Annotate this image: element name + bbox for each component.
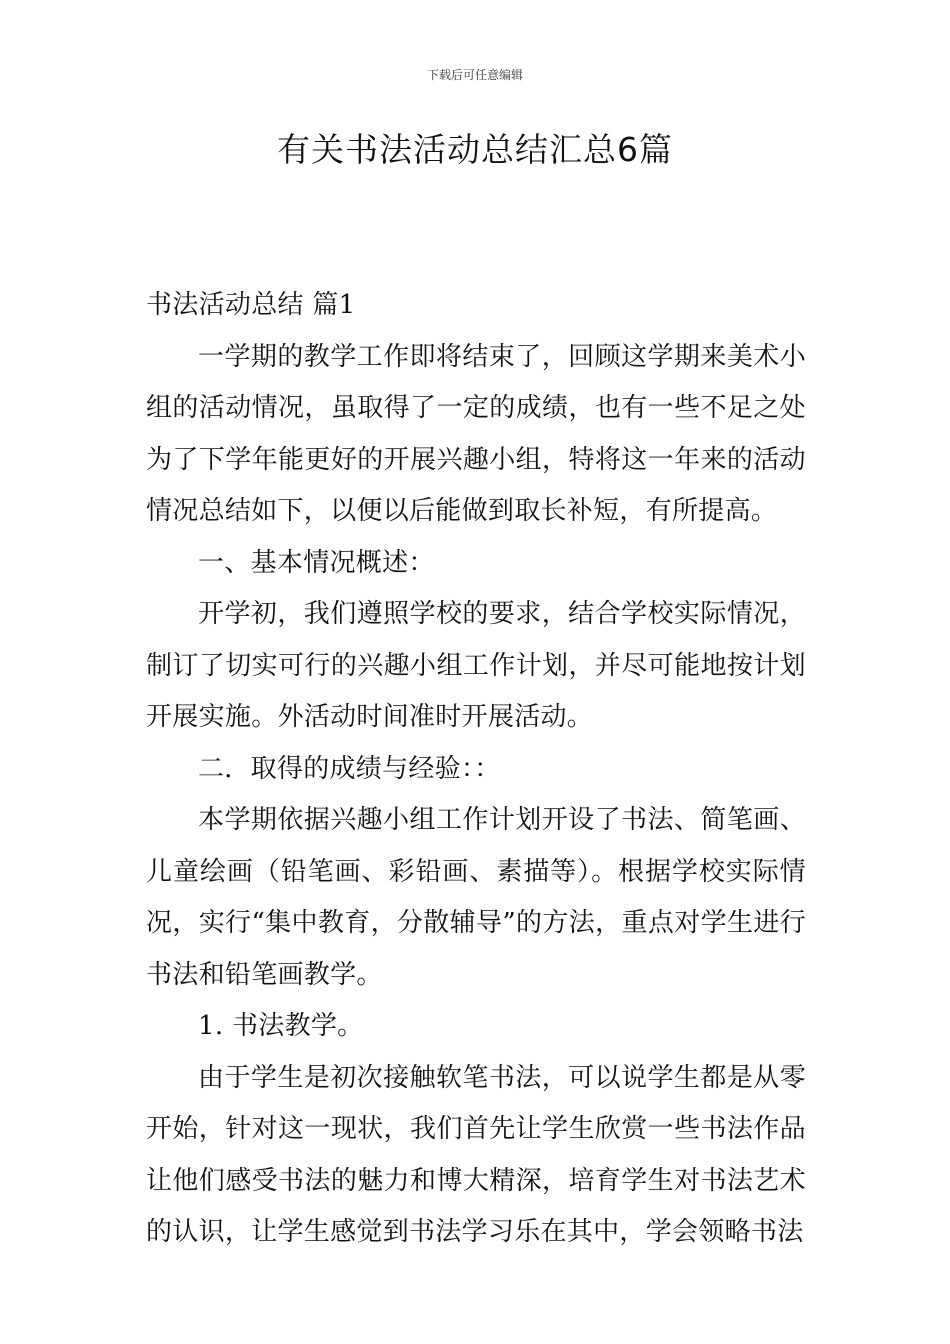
document-body [146,280,806,1259]
body-paragraph: 本学期依据兴趣小组工作计划开设了书法、简笔画、儿童绘画（铅笔画、彩铅画、素描等）。根据学校实际情况，实行“集中教育，分散辅导”的方法，重点对学生进行书法和铅笔画教学。 [146,805,806,990]
subsection-heading: 一、基本情况概述： [198,547,435,578]
body-paragraph: 一学期的教学工作即将结束了，回顾这学期来美术小组的活动情况，虽取得了一定的成绩，也有一些不足之处为了下学年能更好的开展兴趣小组，特将这一年来的活动情况总结如下，以便以后能做到取长补短，有所提高。 [146,341,806,526]
body-paragraph: 开学初，我们遵照学校的要求，结合学校实际情况，制订了切实可行的兴趣小组工作计划，并尽可能地按计划开展实施。外活动时间准时开展活动。 [146,599,806,732]
section-heading: 书法活动总结 篇1 [146,290,356,320]
page-header-note: 下载后可任意编辑 [426,68,523,82]
document-title: 有关书法活动总结汇总6篇 [277,130,673,169]
body-paragraph: 由于学生是初次接触软笔书法，可以说学生都是从零开始，针对这一现状，我们首先让学生欣赏一些书法作品让他们感受书法的魅力和博大精深，培育学生对书法艺术的认识，让学生感觉到书法学习乐在其中，学会领略书法 [146,1062,806,1247]
subsection-heading: 二．取得的成绩与经验：： [198,753,501,784]
list-heading: 1. 书法教学。 [198,1011,364,1041]
